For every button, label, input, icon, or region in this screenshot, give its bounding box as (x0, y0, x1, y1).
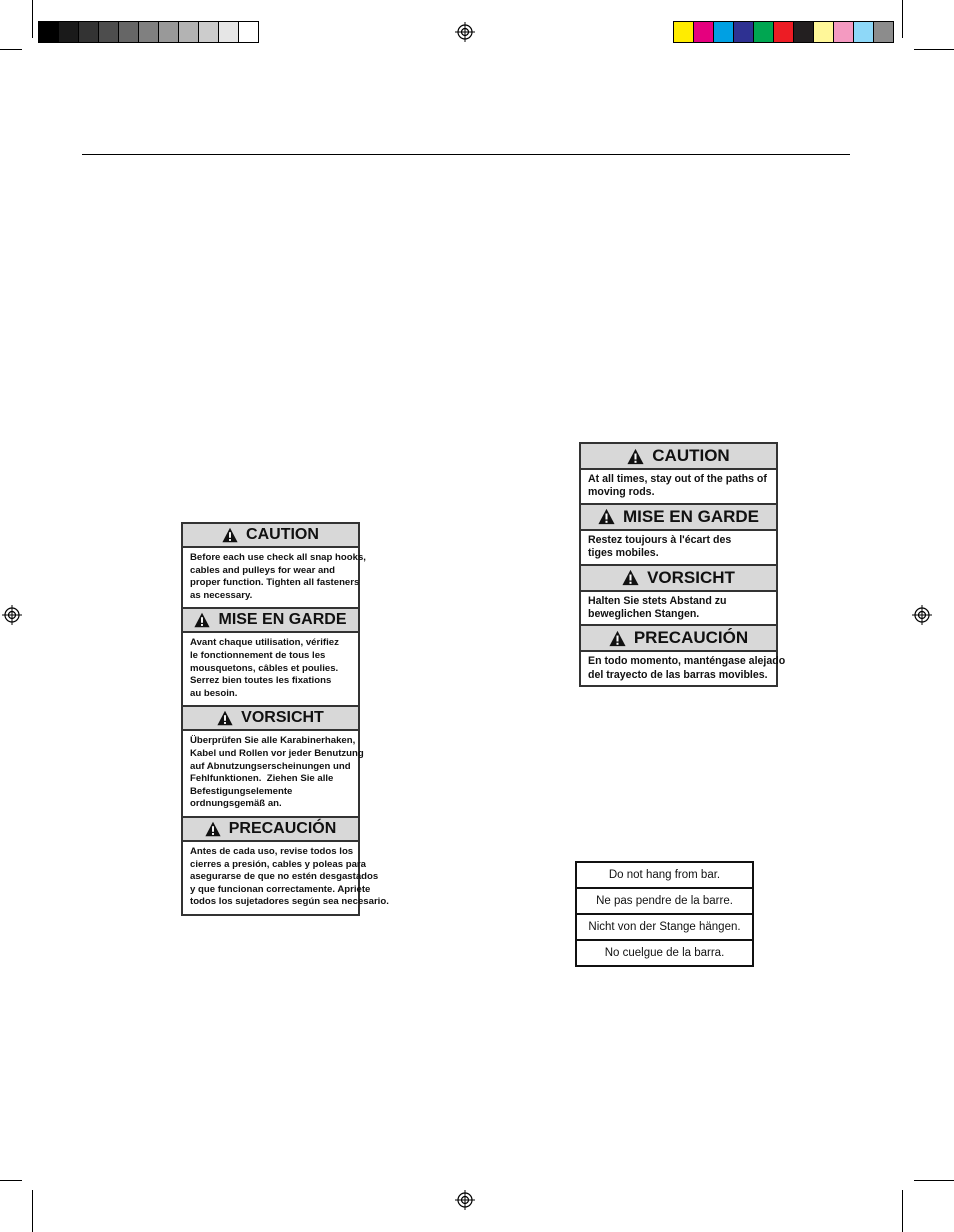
warning-triangle-icon (598, 508, 615, 525)
warning-triangle-icon (609, 630, 626, 647)
warning-text-line: beweglichen Stangen. (588, 608, 700, 621)
warning-title: PRECAUCIÓN (228, 819, 337, 837)
warning-label-fasteners (181, 522, 389, 916)
warning-text-spanish (183, 842, 389, 914)
grayscale-swatch (179, 22, 199, 42)
warning-text-line: y que funcionan correctamente. Apriete (190, 883, 371, 895)
grayscale-swatch (79, 22, 99, 42)
warning-triangle-icon (222, 527, 238, 543)
process-color-swatch (714, 22, 734, 42)
warning-text-line: En todo momento, manténgase alejado (588, 655, 786, 668)
hang-label-row-spanish: No cuelgue de la barra. (577, 939, 752, 965)
warning-text-line: au besoin. (190, 687, 238, 699)
warning-title: CAUTION (246, 526, 319, 543)
hang-label-row-english: Do not hang from bar. (608, 869, 721, 881)
warning-text-line: ordnungsgemäß an. (190, 798, 282, 810)
grayscale-swatch (159, 22, 179, 42)
grayscale-color-bar (38, 21, 259, 43)
crop-mark-bottom-right-h (914, 1180, 954, 1181)
warning-text-line: todos los sujetadores según sea necesario. (190, 896, 389, 908)
warning-header-english (581, 444, 776, 470)
warning-text-french (183, 633, 358, 705)
crop-mark-top-left-h (0, 49, 22, 50)
warning-text-line: asegurarse de que no estén desgastados (190, 871, 379, 883)
hang-label-row-german: Nicht von der Stange hängen. (577, 913, 752, 939)
crop-mark-bottom-left-v (32, 1190, 33, 1232)
warning-text-line: Fehlfunktionen. Ziehen Sie alle (190, 773, 334, 785)
process-color-swatch (774, 22, 794, 42)
crop-mark-top-right-h (914, 49, 954, 50)
warning-text-spanish (581, 652, 786, 685)
warning-header-german (581, 564, 776, 592)
grayscale-swatch (139, 22, 159, 42)
warning-triangle-icon (217, 710, 233, 726)
warning-title: VORSICHT (241, 709, 324, 727)
crosshair-registration-icon (2, 605, 22, 625)
do-not-hang-label (575, 861, 754, 967)
warning-triangle-icon (194, 612, 210, 628)
warning-header-spanish (581, 624, 776, 652)
crop-mark-bottom-left-h (0, 1180, 22, 1181)
crosshair-registration-icon (455, 1190, 475, 1210)
header-rule (82, 154, 850, 155)
warning-text-line: Avant chaque utilisation, vérifiez (190, 637, 339, 649)
crop-mark-bottom-right-v (902, 1190, 903, 1232)
warning-title: CAUTION (652, 446, 730, 465)
warning-text-line: Before each use check all snap hooks, (190, 552, 366, 563)
crosshair-registration-icon (912, 605, 932, 625)
warning-title: MISE EN GARDE (218, 611, 347, 629)
warning-header-spanish (183, 816, 358, 842)
process-color-swatch (734, 22, 754, 42)
warning-text-french (581, 531, 776, 564)
warning-text-line: Serrez bien toutes les fixations (190, 675, 332, 687)
process-color-swatch (794, 22, 814, 42)
process-color-swatch (814, 22, 834, 42)
warning-header-german (183, 705, 358, 731)
process-color-swatch (674, 22, 694, 42)
warning-text-line: proper function. Tighten all fasteners (190, 577, 360, 589)
warning-text-line: del trayecto de las barras movibles. (588, 668, 768, 681)
warning-title: MISE EN GARDE (622, 506, 760, 526)
warning-text-line: Antes de cada uso, revise todos los (190, 845, 354, 857)
warning-text-line: le fonctionnement de tous les (190, 649, 326, 661)
warning-title: VORSICHT (647, 567, 735, 587)
warning-text-line: Halten Sie stets Abstand zu (588, 594, 727, 607)
process-color-swatch (854, 22, 874, 42)
warning-triangle-icon (627, 448, 644, 465)
process-color-swatch (834, 22, 854, 42)
grayscale-swatch (39, 22, 59, 42)
warning-triangle-icon (205, 821, 221, 837)
warning-text-line: Restez toujours à l'écart des (588, 533, 732, 546)
warning-text-english (581, 470, 776, 503)
warning-text-line: auf Abnutzungserscheinungen und (190, 760, 351, 772)
warning-text-line: cables and pulleys for wear and (190, 564, 336, 576)
warning-text-line: At all times, stay out of the paths of (588, 473, 767, 485)
warning-text-line: Befestigungselemente (190, 785, 293, 797)
process-color-swatch (694, 22, 714, 42)
warning-header-english (183, 524, 358, 548)
grayscale-swatch (99, 22, 119, 42)
grayscale-swatch (219, 22, 239, 42)
warning-header-french (183, 607, 358, 633)
warning-text-german (183, 731, 364, 816)
warning-label-moving-rods (579, 442, 786, 687)
warning-text-line: mousquetons, câbles et poulies. (190, 662, 339, 674)
process-color-bar (673, 21, 894, 43)
crop-mark-top-right-v (902, 0, 903, 38)
warning-triangle-icon (622, 569, 639, 586)
warning-text-line: moving rods. (588, 486, 655, 499)
warning-text-line: Kabel und Rollen vor jeder Benutzung (190, 747, 364, 759)
grayscale-swatch (59, 22, 79, 42)
grayscale-swatch (119, 22, 139, 42)
warning-text-line: as necessary. (190, 589, 253, 601)
warning-header-french (581, 503, 776, 531)
crop-mark-top-left-v (32, 0, 33, 38)
grayscale-swatch (199, 22, 219, 42)
process-color-swatch (754, 22, 774, 42)
warning-title: PRECAUCIÓN (633, 628, 749, 648)
process-color-swatch (874, 22, 893, 42)
warning-text-english (183, 548, 366, 607)
warning-text-german (581, 592, 776, 625)
crosshair-registration-icon (455, 22, 475, 42)
warning-text-line: Überprüfen Sie alle Karabinerhaken, (190, 735, 356, 747)
grayscale-swatch (239, 22, 258, 42)
hang-label-row-french: Ne pas pendre de la barre. (577, 887, 752, 913)
warning-text-line: tiges mobiles. (588, 547, 659, 560)
warning-text-line: cierres a presión, cables y poleas para (190, 858, 366, 870)
